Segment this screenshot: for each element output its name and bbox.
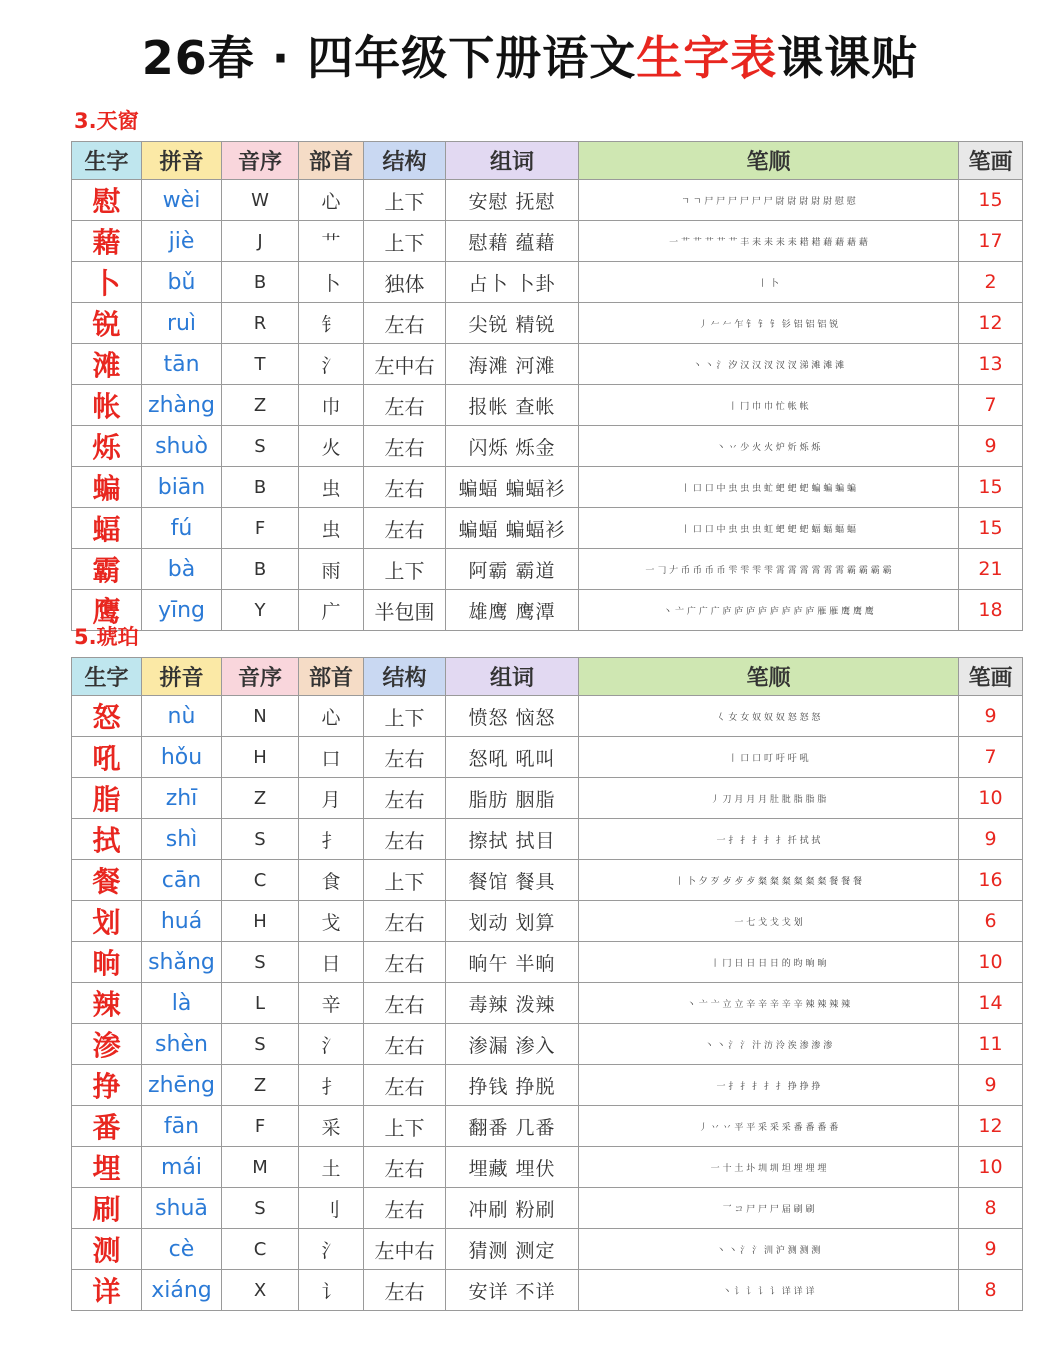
- stroke-count-cell: 10: [959, 1147, 1023, 1188]
- stroke-order-cell: [579, 696, 959, 737]
- stroke-count-cell: 15: [959, 467, 1023, 508]
- pinyin-cell: bǔ: [142, 262, 222, 303]
- order-cell: H: [222, 901, 299, 942]
- char-cell: 吼: [72, 737, 142, 778]
- stroke-order-cell: [579, 942, 959, 983]
- header-order: 音序: [222, 142, 299, 180]
- radical-cell: 日: [299, 942, 364, 983]
- table-header-row: [72, 142, 1023, 180]
- structure-cell: 左右: [364, 385, 446, 426]
- order-cell: F: [222, 508, 299, 549]
- stroke-count-cell: 12: [959, 1106, 1023, 1147]
- stroke-order-cell: [579, 303, 959, 344]
- radical-cell: 扌: [299, 819, 364, 860]
- radical-cell: 虫: [299, 508, 364, 549]
- stroke-count-cell: 7: [959, 385, 1023, 426]
- stroke-order-cell: [579, 901, 959, 942]
- pinyin-cell: cān: [142, 860, 222, 901]
- pinyin-cell: biān: [142, 467, 222, 508]
- stroke-sequence: 一 十 土 圤 圳 圳 坦 埋 埋 埋: [710, 1163, 827, 1174]
- radical-cell: 巾: [299, 385, 364, 426]
- table-row: [72, 1229, 1023, 1270]
- structure-cell: 左右: [364, 1065, 446, 1106]
- table-row: [72, 344, 1023, 385]
- stroke-count-cell: 9: [959, 1065, 1023, 1106]
- order-cell: Y: [222, 590, 299, 631]
- structure-cell: 半包围: [364, 590, 446, 631]
- order-cell: S: [222, 426, 299, 467]
- stroke-count-cell: 17: [959, 221, 1023, 262]
- stroke-sequence: 𡿨 女 女 奴 奴 奴 怒 怒 怒: [716, 712, 821, 723]
- stroke-sequence: ㄱ ㄱ 尸 尸 尸 尸 尸 尸 尉 尉 尉 尉 尉 慰 慰: [681, 196, 856, 207]
- pinyin-cell: là: [142, 983, 222, 1024]
- table-row: [72, 221, 1023, 262]
- char-cell: 测: [72, 1229, 142, 1270]
- order-cell: N: [222, 696, 299, 737]
- stroke-sequence: 丶 丶 氵 汐 汉 汉 汊 汊 汊 涕 滩 滩 滩: [692, 360, 845, 371]
- header-strokes: 笔顺: [579, 142, 959, 180]
- char-cell: 藉: [72, 221, 142, 262]
- table-row: [72, 1270, 1023, 1311]
- order-cell: B: [222, 467, 299, 508]
- pinyin-cell: yīng: [142, 590, 222, 631]
- pinyin-cell: xiáng: [142, 1270, 222, 1311]
- pinyin-cell: zhī: [142, 778, 222, 819]
- table-row: [72, 262, 1023, 303]
- order-cell: W: [222, 180, 299, 221]
- order-cell: S: [222, 1188, 299, 1229]
- char-cell: 埋: [72, 1147, 142, 1188]
- structure-cell: 左右: [364, 901, 446, 942]
- words-cell: 阿霸 霸道: [446, 549, 579, 590]
- table-row: [72, 1147, 1023, 1188]
- header-count: 笔画: [959, 142, 1023, 180]
- stroke-order-cell: [579, 467, 959, 508]
- order-cell: S: [222, 942, 299, 983]
- radical-cell: 辛: [299, 983, 364, 1024]
- words-cell: 毒辣 泼辣: [446, 983, 579, 1024]
- words-cell: 安详 不详: [446, 1270, 579, 1311]
- radical-cell: 氵: [299, 1024, 364, 1065]
- stroke-count-cell: 13: [959, 344, 1023, 385]
- stroke-sequence: 丶 讠 讠 讠 讠 详 详 详: [722, 1286, 815, 1297]
- title-prefix: 26春 · 四年级下册语文: [141, 31, 637, 85]
- radical-cell: 土: [299, 1147, 364, 1188]
- structure-cell: 左右: [364, 303, 446, 344]
- stroke-sequence: 一 扌 扌 扌 扌 扌 扦 拭 拭: [716, 835, 821, 846]
- char-cell: 拭: [72, 819, 142, 860]
- order-cell: X: [222, 1270, 299, 1311]
- char-cell: 餐: [72, 860, 142, 901]
- stroke-order-cell: [579, 778, 959, 819]
- order-cell: S: [222, 819, 299, 860]
- pinyin-cell: shèn: [142, 1024, 222, 1065]
- radical-cell: 口: [299, 737, 364, 778]
- stroke-count-cell: 21: [959, 549, 1023, 590]
- char-cell: 刷: [72, 1188, 142, 1229]
- radical-cell: 广: [299, 590, 364, 631]
- stroke-order-cell: [579, 1270, 959, 1311]
- stroke-count-cell: 15: [959, 180, 1023, 221]
- order-cell: B: [222, 262, 299, 303]
- header-count: 笔画: [959, 658, 1023, 696]
- radical-cell: 戈: [299, 901, 364, 942]
- stroke-sequence: 丨 卜: [758, 278, 779, 289]
- char-cell: 渗: [72, 1024, 142, 1065]
- stroke-count-cell: 7: [959, 737, 1023, 778]
- char-cell: 霸: [72, 549, 142, 590]
- stroke-order-cell: [579, 344, 959, 385]
- section-label-2: 5.琥珀: [74, 625, 139, 649]
- words-cell: 闪烁 烁金: [446, 426, 579, 467]
- words-cell: 安慰 抚慰: [446, 180, 579, 221]
- stroke-order-cell: [579, 860, 959, 901]
- stroke-order-cell: [579, 1147, 959, 1188]
- words-cell: 翻番 几番: [446, 1106, 579, 1147]
- structure-cell: 左中右: [364, 344, 446, 385]
- table-header-row: [72, 658, 1023, 696]
- header-char: 生字: [72, 142, 142, 180]
- header-pinyin: 拼音: [142, 658, 222, 696]
- stroke-order-cell: [579, 1106, 959, 1147]
- stroke-count-cell: 9: [959, 426, 1023, 467]
- char-cell: 卜: [72, 262, 142, 303]
- table-row: [72, 1065, 1023, 1106]
- structure-cell: 左右: [364, 983, 446, 1024]
- header-structure: 结构: [364, 142, 446, 180]
- table-row: [72, 1188, 1023, 1229]
- stroke-count-cell: 2: [959, 262, 1023, 303]
- char-cell: 蝙: [72, 467, 142, 508]
- char-cell: 帐: [72, 385, 142, 426]
- stroke-order-cell: [579, 983, 959, 1024]
- stroke-order-cell: [579, 508, 959, 549]
- radical-cell: 刂: [299, 1188, 364, 1229]
- stroke-sequence: 一 扌 扌 扌 扌 扌 挣 挣 挣: [716, 1081, 821, 1092]
- stroke-count-cell: 10: [959, 942, 1023, 983]
- stroke-sequence: 丨 口 口 叮 吁 吁 吼: [728, 753, 809, 764]
- structure-cell: 上下: [364, 180, 446, 221]
- words-cell: 餐馆 餐具: [446, 860, 579, 901]
- char-cell: 滩: [72, 344, 142, 385]
- stroke-sequence: 丶 亠 广 广 广 庐 庐 庐 庐 庐 庐 庐 庐 雁 雁 鹰 鹰 鹰: [663, 606, 874, 617]
- stroke-count-cell: 9: [959, 696, 1023, 737]
- stroke-count-cell: 14: [959, 983, 1023, 1024]
- header-structure: 结构: [364, 658, 446, 696]
- structure-cell: 左右: [364, 1024, 446, 1065]
- stroke-sequence: 一 七 戈 戈 戈 划: [734, 917, 803, 928]
- stroke-order-cell: [579, 1024, 959, 1065]
- header-order: 音序: [222, 658, 299, 696]
- pinyin-cell: shuā: [142, 1188, 222, 1229]
- structure-cell: 上下: [364, 860, 446, 901]
- structure-cell: 上下: [364, 696, 446, 737]
- radical-cell: 卜: [299, 262, 364, 303]
- radical-cell: 心: [299, 696, 364, 737]
- table-row: [72, 819, 1023, 860]
- radical-cell: 食: [299, 860, 364, 901]
- radical-cell: 艹: [299, 221, 364, 262]
- table-row: [72, 549, 1023, 590]
- title-suffix: 课课贴: [777, 31, 919, 85]
- table-row: [72, 303, 1023, 344]
- stroke-sequence: 丶 丶 氵 氵 汁 汸 泠 涘 渗 渗 渗: [704, 1040, 833, 1051]
- stroke-order-cell: [579, 1188, 959, 1229]
- char-cell: 挣: [72, 1065, 142, 1106]
- stroke-order-cell: [579, 1065, 959, 1106]
- pinyin-cell: cè: [142, 1229, 222, 1270]
- pinyin-cell: shǎng: [142, 942, 222, 983]
- pinyin-cell: jiè: [142, 221, 222, 262]
- order-cell: C: [222, 860, 299, 901]
- radical-cell: 雨: [299, 549, 364, 590]
- structure-cell: 上下: [364, 549, 446, 590]
- table-row: [72, 983, 1023, 1024]
- stroke-sequence: 丿 刀 月 月 月 肚 肶 脂 脂 脂: [710, 794, 827, 805]
- order-cell: Z: [222, 385, 299, 426]
- words-cell: 报帐 查帐: [446, 385, 579, 426]
- structure-cell: 左右: [364, 737, 446, 778]
- char-cell: 详: [72, 1270, 142, 1311]
- stroke-order-cell: [579, 819, 959, 860]
- header-char: 生字: [72, 658, 142, 696]
- stroke-order-cell: [579, 737, 959, 778]
- header-words: 组词: [446, 658, 579, 696]
- table-row: [72, 426, 1023, 467]
- table-row: [72, 860, 1023, 901]
- words-cell: 雄鹰 鹰潭: [446, 590, 579, 631]
- page-title: [0, 22, 1060, 88]
- structure-cell: 独体: [364, 262, 446, 303]
- table-row: [72, 696, 1023, 737]
- char-cell: 蝠: [72, 508, 142, 549]
- stroke-order-cell: [579, 262, 959, 303]
- stroke-order-cell: [579, 549, 959, 590]
- character-table-1: [71, 141, 1023, 631]
- structure-cell: 左右: [364, 778, 446, 819]
- words-cell: 渗漏 渗入: [446, 1024, 579, 1065]
- stroke-count-cell: 8: [959, 1188, 1023, 1229]
- order-cell: M: [222, 1147, 299, 1188]
- stroke-sequence: 一 𠃌 𠂇 币 币 币 币 雫 雫 雫 雫 霄 霄 霄 霄 霄 霄 霸 霸 霸 霸: [645, 565, 892, 576]
- table-row: [72, 942, 1023, 983]
- pinyin-cell: huá: [142, 901, 222, 942]
- header-words: 组词: [446, 142, 579, 180]
- stroke-order-cell: [579, 180, 959, 221]
- structure-cell: 左右: [364, 1270, 446, 1311]
- pinyin-cell: zhēng: [142, 1065, 222, 1106]
- table-row: [72, 737, 1023, 778]
- words-cell: 挣钱 挣脱: [446, 1065, 579, 1106]
- structure-cell: 左中右: [364, 1229, 446, 1270]
- order-cell: B: [222, 549, 299, 590]
- char-cell: 烁: [72, 426, 142, 467]
- stroke-count-cell: 9: [959, 1229, 1023, 1270]
- words-cell: 占卜 卜卦: [446, 262, 579, 303]
- table-row: [72, 508, 1023, 549]
- words-cell: 脂肪 胭脂: [446, 778, 579, 819]
- stroke-count-cell: 18: [959, 590, 1023, 631]
- pinyin-cell: fú: [142, 508, 222, 549]
- stroke-order-cell: [579, 221, 959, 262]
- words-cell: 冲刷 粉刷: [446, 1188, 579, 1229]
- table-row: [72, 180, 1023, 221]
- structure-cell: 左右: [364, 1147, 446, 1188]
- structure-cell: 左右: [364, 819, 446, 860]
- radical-cell: 讠: [299, 1270, 364, 1311]
- stroke-count-cell: 9: [959, 819, 1023, 860]
- structure-cell: 左右: [364, 467, 446, 508]
- stroke-count-cell: 6: [959, 901, 1023, 942]
- stroke-sequence: 丨 口 口 中 虫 虫 虫 虹 蚆 蚆 蚆 蝠 蝠 蝠 蝠: [680, 524, 857, 535]
- stroke-sequence: 一 艹 艹 艹 艹 艹 丰 耒 耒 耒 耒 耤 耤 藉 藉 藉 藉: [669, 237, 868, 248]
- char-cell: 晌: [72, 942, 142, 983]
- table-row: [72, 1024, 1023, 1065]
- words-cell: 愤怒 恼怒: [446, 696, 579, 737]
- radical-cell: 扌: [299, 1065, 364, 1106]
- order-cell: J: [222, 221, 299, 262]
- stroke-count-cell: 15: [959, 508, 1023, 549]
- stroke-sequence: 丶 亠 亠 立 立 辛 辛 辛 辛 辛 辣 辣 辣 辣: [686, 999, 851, 1010]
- stroke-sequence: 丶 丶 氵 氵 汌 沪 测 测 测: [716, 1245, 821, 1256]
- structure-cell: 左右: [364, 942, 446, 983]
- header-strokes: 笔顺: [579, 658, 959, 696]
- pinyin-cell: hǒu: [142, 737, 222, 778]
- pinyin-cell: ruì: [142, 303, 222, 344]
- stroke-sequence: 丶 丷 少 火 火 炉 炘 烁 烁: [716, 442, 821, 453]
- stroke-sequence: 丨 冂 日 日 日 日 的 昀 晌 晌: [710, 958, 827, 969]
- words-cell: 蝙蝠 蝙蝠衫: [446, 508, 579, 549]
- words-cell: 划动 划算: [446, 901, 579, 942]
- char-cell: 辣: [72, 983, 142, 1024]
- table-row: [72, 1106, 1023, 1147]
- char-cell: 怒: [72, 696, 142, 737]
- table-row: [72, 901, 1023, 942]
- pinyin-cell: bà: [142, 549, 222, 590]
- stroke-count-cell: 10: [959, 778, 1023, 819]
- char-cell: 鹰: [72, 590, 142, 631]
- pinyin-cell: mái: [142, 1147, 222, 1188]
- order-cell: S: [222, 1024, 299, 1065]
- header-radical: 部首: [299, 142, 364, 180]
- char-cell: 番: [72, 1106, 142, 1147]
- words-cell: 慰藉 蕴藉: [446, 221, 579, 262]
- header-pinyin: 拼音: [142, 142, 222, 180]
- order-cell: H: [222, 737, 299, 778]
- radical-cell: 钅: [299, 303, 364, 344]
- words-cell: 擦拭 拭目: [446, 819, 579, 860]
- pinyin-cell: nù: [142, 696, 222, 737]
- table-row: [72, 385, 1023, 426]
- stroke-order-cell: [579, 590, 959, 631]
- words-cell: 蝙蝠 蝙蝠衫: [446, 467, 579, 508]
- char-cell: 慰: [72, 180, 142, 221]
- words-cell: 怒吼 吼叫: [446, 737, 579, 778]
- order-cell: T: [222, 344, 299, 385]
- radical-cell: 氵: [299, 1229, 364, 1270]
- order-cell: F: [222, 1106, 299, 1147]
- character-table-2: [71, 657, 1023, 1311]
- radical-cell: 月: [299, 778, 364, 819]
- stroke-count-cell: 16: [959, 860, 1023, 901]
- radical-cell: 虫: [299, 467, 364, 508]
- stroke-sequence: 丿 𠂉 𠂉 乍 钅 钅 钅 钐 铝 铝 铝 锐: [698, 319, 839, 330]
- stroke-count-cell: 8: [959, 1270, 1023, 1311]
- words-cell: 埋藏 埋伏: [446, 1147, 579, 1188]
- header-radical: 部首: [299, 658, 364, 696]
- structure-cell: 左右: [364, 508, 446, 549]
- title-highlight: 生字表: [636, 31, 778, 85]
- table-row: [72, 778, 1023, 819]
- pinyin-cell: shuò: [142, 426, 222, 467]
- structure-cell: 上下: [364, 1106, 446, 1147]
- order-cell: R: [222, 303, 299, 344]
- order-cell: C: [222, 1229, 299, 1270]
- pinyin-cell: tān: [142, 344, 222, 385]
- stroke-sequence: 丨 卜 夕 歹 歺 歺 歺 粲 粲 粲 粲 粲 粲 餐 餐 餐: [675, 876, 862, 887]
- words-cell: 尖锐 精锐: [446, 303, 579, 344]
- pinyin-cell: fān: [142, 1106, 222, 1147]
- structure-cell: 左右: [364, 1188, 446, 1229]
- pinyin-cell: zhàng: [142, 385, 222, 426]
- table-row: [72, 467, 1023, 508]
- stroke-order-cell: [579, 1229, 959, 1270]
- words-cell: 晌午 半晌: [446, 942, 579, 983]
- radical-cell: 氵: [299, 344, 364, 385]
- words-cell: 海滩 河滩: [446, 344, 579, 385]
- stroke-order-cell: [579, 426, 959, 467]
- order-cell: L: [222, 983, 299, 1024]
- structure-cell: 上下: [364, 221, 446, 262]
- radical-cell: 心: [299, 180, 364, 221]
- stroke-sequence: 丨 口 口 中 虫 虫 虫 虻 蚆 蚆 蚆 蝙 蝙 蝙 蝙: [680, 483, 857, 494]
- stroke-count-cell: 11: [959, 1024, 1023, 1065]
- structure-cell: 左右: [364, 426, 446, 467]
- char-cell: 划: [72, 901, 142, 942]
- pinyin-cell: wèi: [142, 180, 222, 221]
- stroke-sequence: 丨 冂 巾 巾 忙 帐 帐: [728, 401, 809, 412]
- radical-cell: 火: [299, 426, 364, 467]
- char-cell: 脂: [72, 778, 142, 819]
- stroke-order-cell: [579, 385, 959, 426]
- stroke-sequence: 丿 丷 丷 平 平 采 采 采 番 番 番 番: [698, 1122, 839, 1133]
- order-cell: Z: [222, 1065, 299, 1106]
- stroke-sequence: 乛 コ 尸 尸 尸 届 刷 刷: [722, 1204, 815, 1215]
- char-cell: 锐: [72, 303, 142, 344]
- pinyin-cell: shì: [142, 819, 222, 860]
- radical-cell: 采: [299, 1106, 364, 1147]
- table-row: [72, 590, 1023, 631]
- words-cell: 猜测 测定: [446, 1229, 579, 1270]
- section-label-1: 3.天窗: [74, 109, 139, 133]
- stroke-count-cell: 12: [959, 303, 1023, 344]
- order-cell: Z: [222, 778, 299, 819]
